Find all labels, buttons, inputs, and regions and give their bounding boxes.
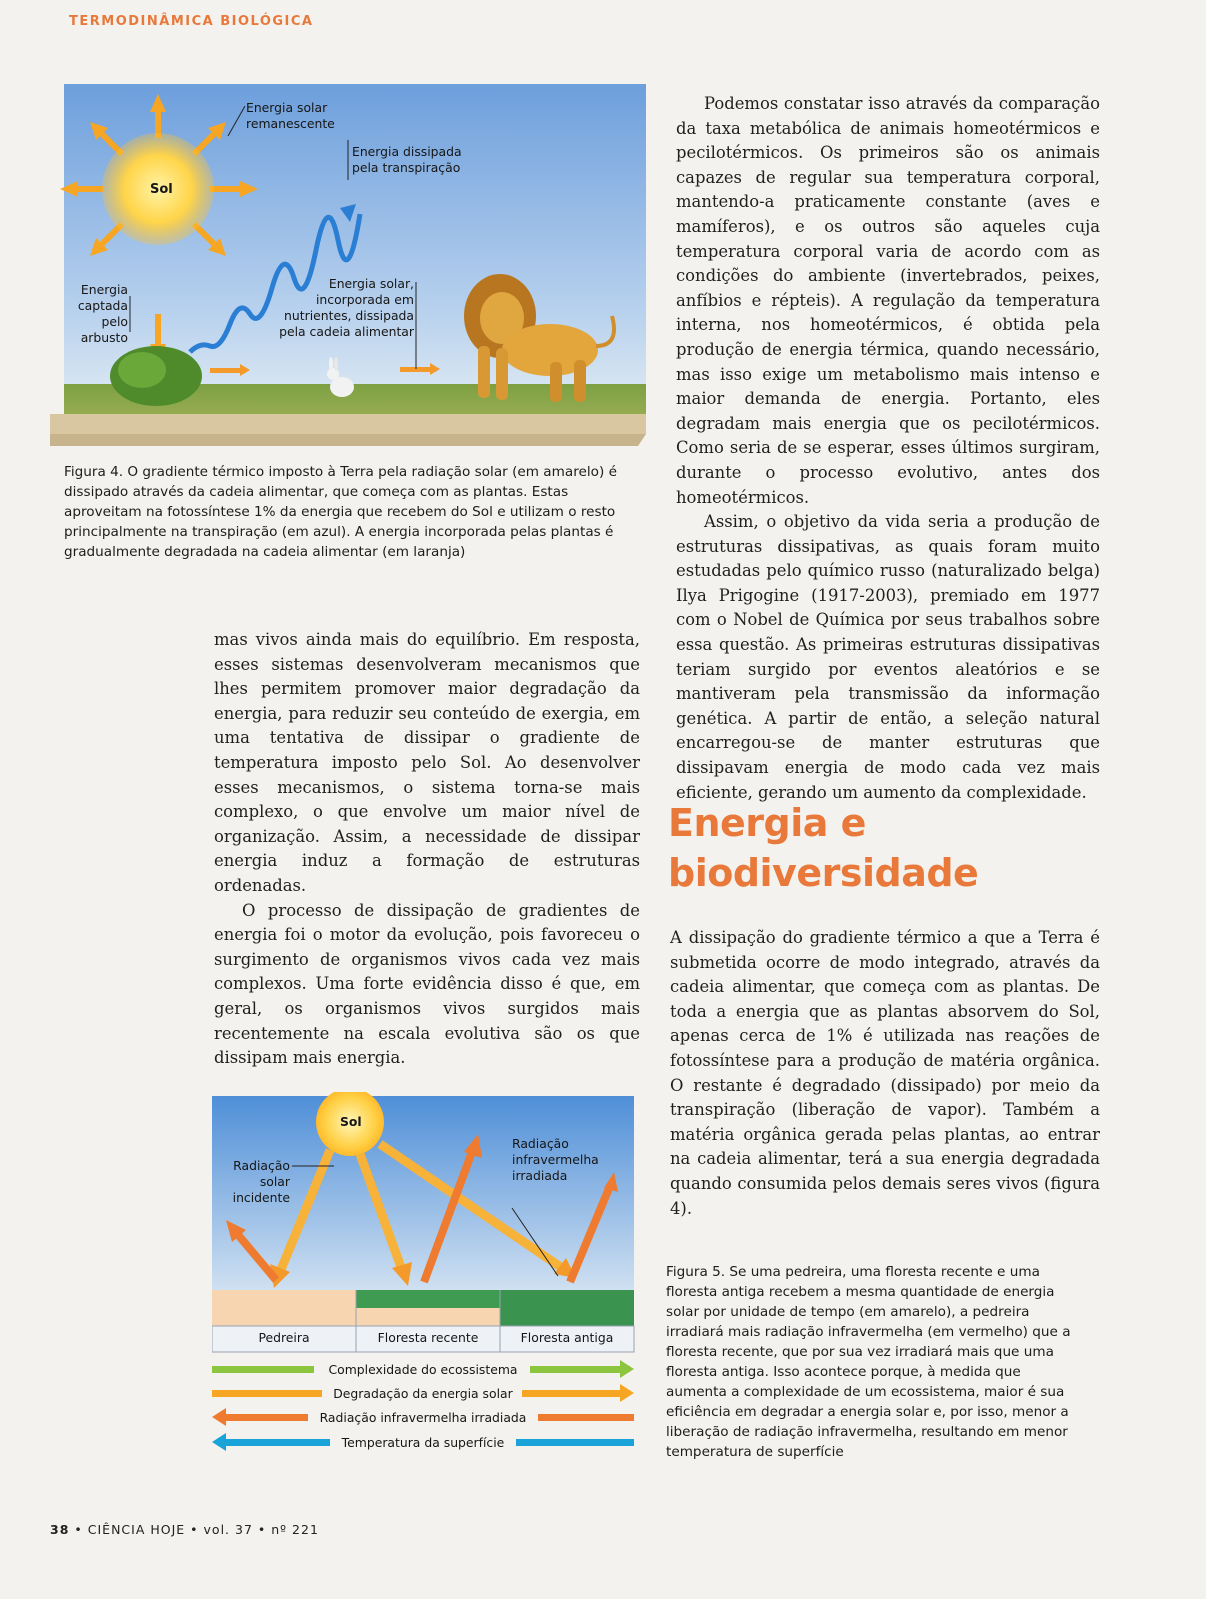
paragraph: mas vivos ainda mais do equilíbrio. Em resposta, esses sistemas desenvolveram mecanismos que lhes permitem promover maior degradação da energia, para reduzir seu conteúdo de exergia, em uma tentativa de dissipar o gradiente de temperatura imposto pelo Sol. Ao desenvolver esses mecanismos, o sistema torna-se mais complexo, o que envolve um maior nível de organização. Assim, a necessidade de dissipar energia induz a formação de estruturas ordenadas. (214, 630, 640, 895)
paragraph: O processo de dissipação de gradientes de energia foi o motor da evolução, pois favoreceu o surgimento de organismos vivos cada vez mais complexos. Uma forte evidência disso é que, em geral, os organismos vivos surgidos mais recentemente na escala evolutiva são os que dissipam mais energia. (214, 900, 640, 1068)
legend-label: Temperatura da superfície (341, 1435, 505, 1450)
running-head: TERMODINÂMICA BIOLÓGICA (69, 14, 314, 29)
sun-label: Sol (150, 182, 173, 197)
left-column-text (214, 628, 640, 1071)
paragraph: Assim, o objetivo da vida seria a produção de estruturas dissipativas, as quais foram muito estudadas pelo químico russo (naturalizado belga) Ilya Prigogine (1917-2003), premiado em 1977 com o Nobel de Química por seus trabalhos sobre essa questão. As primeiras estruturas dissipativas teriam surgido por eventos aleatórios e se mantiveram pela transmissão da informação genética. A partir de então, a seleção natural encarregou-se de manter estruturas que dissipavam energia de modo cada vez mais eficiente, gerando um aumento da complexidade. (676, 512, 1100, 802)
figure-5 (212, 1092, 636, 1462)
label-nutrientes: Energia solar, incorporada em nutrientes, dissipada pela cadeia alimentar (279, 276, 414, 339)
volume: vol. 37 (203, 1522, 253, 1537)
footer: 38 • CIÊNCIA HOJE • vol. 37 • nº 221 (50, 1522, 319, 1537)
label-captada: Energia captada pelo arbusto (77, 282, 128, 345)
figure-4 (50, 84, 646, 450)
label-irradiada: Radiação infravermelha irradiada (512, 1136, 599, 1183)
section-text (670, 926, 1100, 1221)
paragraph: Podemos constatar isso através da comparação da taxa metabólica de animais homeotérmicos e pecilotérmicos. Os primeiros são os animais capazes de regular sua temperatura corporal, mantendo-a praticamente constante (aves e mamíferos), e os outros são aqueles cuja temperatura corporal varia de acordo com as condições do ambiente (invertebrados, peixes, anfíbios e répteis). A regulação da temperatura interna, nos homeotérmicos, é obtida pela produção de energia térmica, quando necessário, mas isso exige um metabolismo mais intenso e maior demanda de energia. Portanto, eles degradam mais energia que os pecilotérmicos. Como seria de se esperar, esses últimos surgiram, durante o processo evolutivo, antes dos homeotérmicos. (676, 94, 1100, 507)
surface-label-pedreira: Pedreira (258, 1330, 310, 1345)
page-number: 38 (50, 1522, 70, 1537)
sun-label: Sol (340, 1114, 362, 1129)
label-transpiracao: Energia dissipada pela transpiração (352, 144, 462, 175)
surface-label-floresta-antiga: Floresta antiga (520, 1330, 614, 1345)
right-column-text (676, 92, 1100, 805)
label-incidente: Radiação solar incidente (232, 1158, 290, 1205)
surface-label-floresta-recente: Floresta recente (377, 1330, 479, 1345)
figure-5-caption: Figura 5. Se uma pedreira, uma floresta recente e uma floresta antiga recebem a mesma quantidade de energia solar por unidade de tempo (em amarelo), a pedreira irradiará mais radiação infravermelha (em vermelho) que a floresta recente, que por sua vez irradiará mais que uma floresta antiga. Isso acontece porque, à medida que aumenta a complexidade de um ecossistema, maior é sua eficiência em degradar a energia solar e, por isso, menor a liberação de radiação infravermelha, resultando em menor temperatura de superfície (666, 1264, 1071, 1460)
legend-label: Radiação infravermelha irradiada (319, 1410, 527, 1425)
magazine-name: CIÊNCIA HOJE (87, 1522, 186, 1537)
paragraph: A dissipação do gradiente térmico a que a Terra é submetida ocorre de modo integrado, através da cadeia alimentar, que começa com as plantas. De toda a energia que as plantas absorvem do Sol, apenas cerca de 1% é utilizada nas reações de fotossíntese para a produção de matéria orgânica. O restante é degradado (dissipado) por meio da transpiração (liberação de vapor). Também a matéria orgânica gerada pelas plantas, ao entrar na cadeia alimentar, terá a sua energia degradada quando consumida pelos demais seres vivos (figura 4). (670, 928, 1100, 1218)
figure-4-illustration (50, 84, 646, 450)
section-title: Energia e biodiversidade (668, 801, 979, 895)
label-remanescente: Energia solar remanescente (246, 100, 335, 131)
issue-number: nº 221 (271, 1522, 319, 1537)
legend-label: Degradação da energia solar (333, 1386, 513, 1401)
figure-4-caption: Figura 4. O gradiente térmico imposto à Terra pela radiação solar (em amarelo) é dissipado através da cadeia alimentar, que começa com as plantas. Estas aproveitam na fotossíntese 1% da energia que recebem do Sol e utilizam o resto principalmente na transpiração (em azul). A energia incorporada pelas plantas é gradualmente degradada na cadeia alimentar (em laranja) (64, 464, 617, 560)
legend-label: Complexidade do ecossistema (328, 1362, 518, 1377)
